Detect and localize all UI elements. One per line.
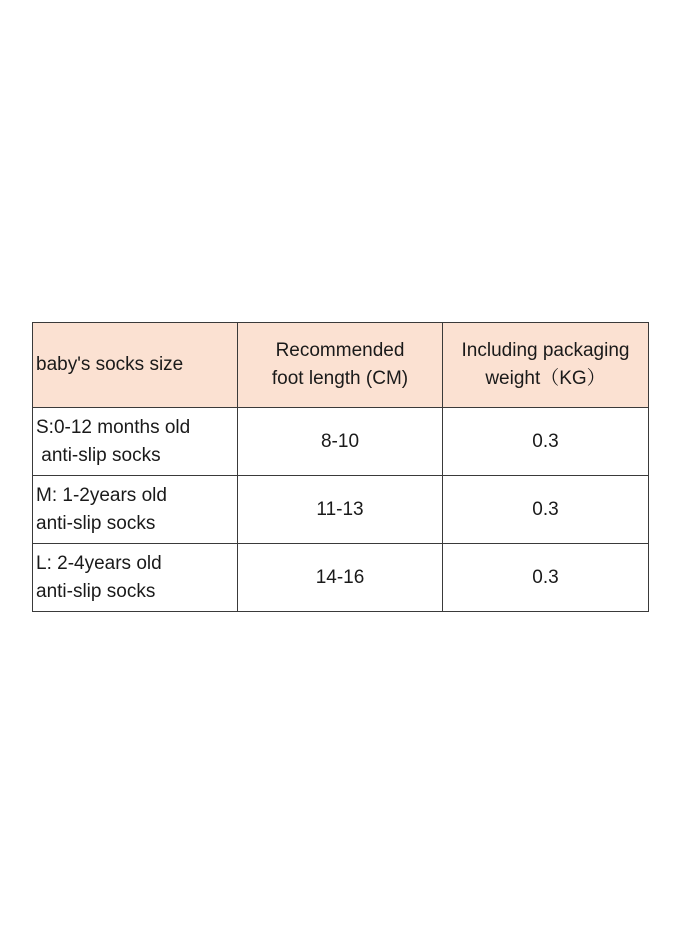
header-weight-line1: Including packaging	[461, 340, 630, 361]
table-row	[33, 544, 649, 612]
size-cell: M: 1-2years old anti-slip socks	[33, 476, 238, 544]
table-header-row	[33, 323, 649, 408]
size-chart-table	[32, 322, 649, 612]
weight-cell: 0.3	[443, 476, 649, 544]
header-foot-length-line2: foot length (CM)	[271, 368, 409, 389]
foot-length-cell: 8-10	[238, 408, 443, 476]
size-cell: S:0-12 months old anti-slip socks	[33, 408, 238, 476]
table-row	[33, 476, 649, 544]
size-cell: L: 2-4years old anti-slip socks	[33, 544, 238, 612]
header-foot-length-line1: Recommended	[275, 340, 405, 361]
table-row	[33, 408, 649, 476]
foot-length-cell: 11-13	[238, 476, 443, 544]
header-weight-line2: weight（KG）	[485, 368, 606, 389]
header-weight	[443, 323, 649, 408]
header-size: baby's socks size	[33, 323, 238, 408]
weight-cell: 0.3	[443, 544, 649, 612]
weight-cell: 0.3	[443, 408, 649, 476]
header-foot-length	[238, 323, 443, 408]
foot-length-cell: 14-16	[238, 544, 443, 612]
